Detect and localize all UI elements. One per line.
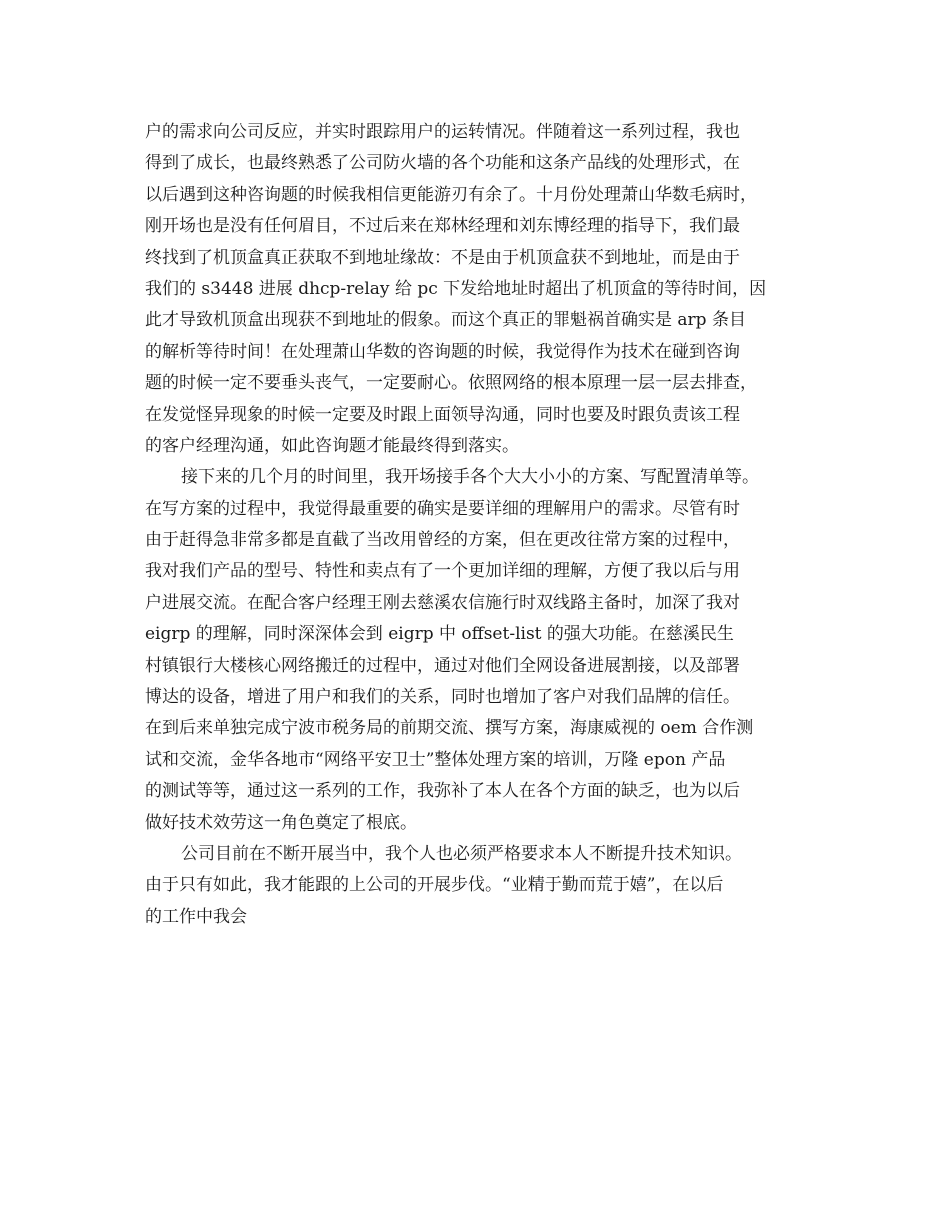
text-line: 公司目前在不断开展当中，我个人也必须严格要求本人不断提升技术知识。 [181,843,742,864]
text-line: 在写方案的过程中，我觉得最重要的确实是要详细的理解用户的需求。尽管有时 [145,498,740,519]
text-line: eigrp 的理解，同时深深体会到 eigrp 中 offset-list 的强大功能。在慈溪民生 [145,624,734,645]
text-line: 博达的设备，增进了用户和我们的关系，同时也增加了客户对我们品牌的信任。 [145,687,740,708]
text-line: 由于赶得急非常多都是直截了当改用曾经的方案，但在更改往常方案的过程中， [145,530,740,551]
text-line: 此才导致机顶盒出现获不到地址的假象。而这个真正的罪魁祸首确实是 arp 条目 [145,310,746,331]
text-line: 的工作中我会 [145,906,247,927]
text-line: 户进展交流。在配合客户经理王刚去慈溪农信施行时双线路主备时，加深了我对 [145,592,740,613]
text-line: 由于只有如此，我才能跟的上公司的开展步伐。“业精于勤而荒于嬉”，在以后 [145,875,724,896]
text-line: 我们的 s3448 进展 dhcp-relay 给 pc 下发给地址时超出了机顶盒的等待时间，因 [145,278,767,299]
text-line: 在发觉怪异现象的时候一定要及时跟上面领导沟通，同时也要及时跟负责该工程 [145,404,740,425]
text-line: 在到后来单独完成宁波市税务局的前期交流、撰写方案，海康威视的 oem 合作测 [145,718,754,739]
body-text [145,117,815,933]
text-line: 的测试等等，通过这一系列的工作，我弥补了本人在各个方面的缺乏，也为以后 [145,781,740,802]
text-line: 户的需求向公司反应，并实时跟踪用户的运转情况。伴随着这一系列过程，我也 [145,122,740,142]
text-line: 以后遇到这种咨询题的时候我相信更能游刃有余了。十月份处理萧山华数毛病时， [145,184,757,205]
text-line: 接下来的几个月的时间里，我开场接手各个大大小小的方案、写配置清单等。 [181,467,759,488]
text-line: 刚开场也是没有任何眉目，不过后来在郑林经理和刘东博经理的指导下，我们最 [145,216,740,237]
text-line: 得到了成长，也最终熟悉了公司防火墙的各个功能和这条产品线的处理形式，在 [145,153,740,174]
text-line: 的解析等待时间！在处理萧山华数的咨询题的时候，我觉得作为技术在碰到咨询 [145,341,740,362]
text-line: 的客户经理沟通，如此咨询题才能最终得到落实。 [145,435,519,456]
text-line: 做好技术效劳这一角色奠定了根底。 [145,812,417,833]
text-line: 村镇银行大楼核心网络搬迁的过程中，通过对他们全网设备进展割接，以及部署 [145,655,740,676]
text-line: 试和交流，金华各地市“网络平安卫士”整体处理方案的培训，万隆 epon 产品 [145,749,726,770]
text-line: 题的时候一定不要垂头丧气，一定要耐心。依照网络的根本原理一层一层去排查， [145,373,757,394]
text-line: 我对我们产品的型号、特性和卖点有了一个更加详细的理解，方便了我以后与用 [145,561,740,582]
text-line: 终找到了机顶盒真正获取不到地址缘故：不是由于机顶盒获不到地址，而是由于 [145,247,740,268]
